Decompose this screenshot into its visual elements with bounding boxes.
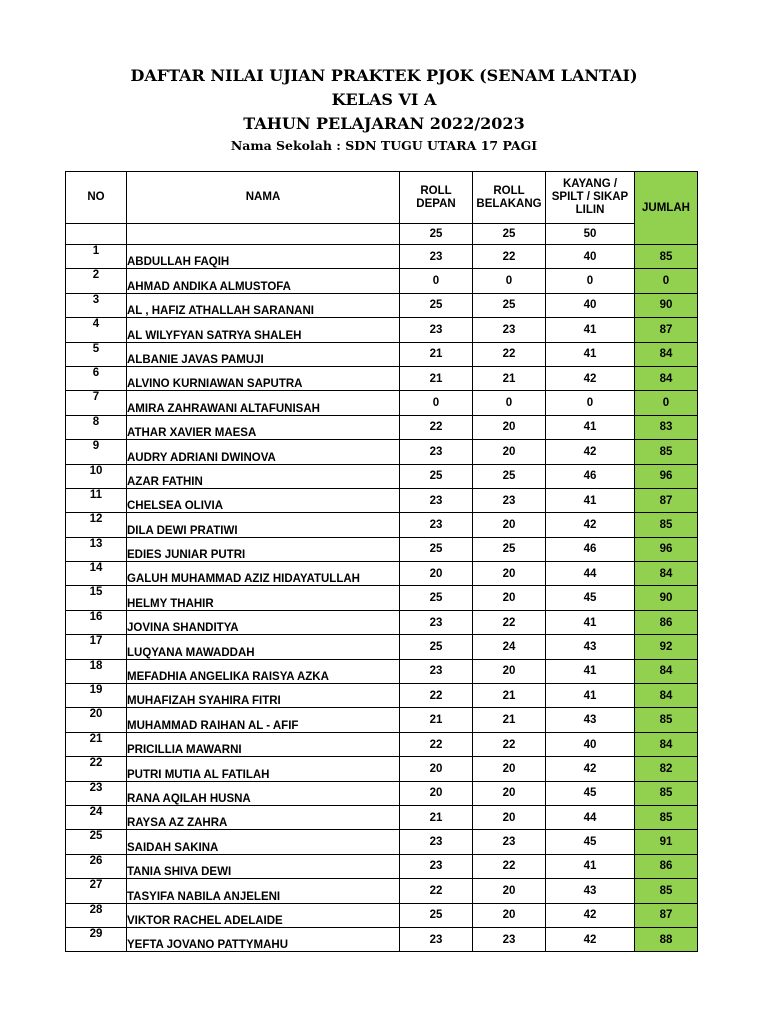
- title-line-1: DAFTAR NILAI UJIAN PRAKTEK PJOK (SENAM LANTAI): [130, 66, 638, 85]
- row-no: 4: [66, 318, 127, 342]
- score-jumlah: 85: [635, 513, 698, 537]
- score-kayang: 42: [546, 903, 635, 927]
- row-no: 24: [66, 805, 127, 829]
- score-roll-depan: 25: [400, 293, 473, 317]
- max-score-roll-belakang: 25: [473, 224, 546, 245]
- score-roll-belakang: 20: [473, 415, 546, 439]
- score-roll-belakang: 0: [473, 391, 546, 415]
- table-row: [66, 318, 698, 342]
- score-jumlah: 85: [635, 245, 698, 269]
- score-kayang: 43: [546, 635, 635, 659]
- student-name: RANA AQILAH HUSNA: [127, 781, 400, 805]
- score-jumlah: 91: [635, 830, 698, 854]
- score-kayang: 41: [546, 342, 635, 366]
- max-score-roll-depan: 25: [400, 224, 473, 245]
- score-jumlah: 84: [635, 366, 698, 390]
- student-name: AUDRY ADRIANI DWINOVA: [127, 440, 400, 464]
- score-jumlah: 92: [635, 635, 698, 659]
- score-roll-belakang: 25: [473, 293, 546, 317]
- table-row: [66, 488, 698, 512]
- score-roll-depan: 25: [400, 903, 473, 927]
- score-roll-depan: 20: [400, 757, 473, 781]
- score-jumlah: 85: [635, 708, 698, 732]
- student-name: ALVINO KURNIAWAN SAPUTRA: [127, 366, 400, 390]
- row-no: 26: [66, 854, 127, 878]
- header-jumlah: JUMLAH: [635, 172, 698, 245]
- table-row: [66, 879, 698, 903]
- table-row: [66, 781, 698, 805]
- row-no: 19: [66, 684, 127, 708]
- score-roll-belakang: 23: [473, 318, 546, 342]
- table-row: [66, 610, 698, 634]
- score-jumlah: 86: [635, 610, 698, 634]
- score-roll-belakang: 20: [473, 757, 546, 781]
- grade-table: [65, 171, 698, 952]
- document-header: [0, 64, 768, 156]
- table-row: [66, 269, 698, 293]
- score-roll-depan: 23: [400, 927, 473, 951]
- score-roll-belakang: 20: [473, 562, 546, 586]
- student-name: SAIDAH SAKINA: [127, 830, 400, 854]
- score-roll-depan: 20: [400, 781, 473, 805]
- score-roll-belakang: 20: [473, 805, 546, 829]
- row-no: 28: [66, 903, 127, 927]
- header-no-spacer: [66, 224, 127, 245]
- score-jumlah: 84: [635, 684, 698, 708]
- table-row: [66, 684, 698, 708]
- score-jumlah: 87: [635, 318, 698, 342]
- score-kayang: 45: [546, 781, 635, 805]
- student-name: MEFADHIA ANGELIKA RAISYA AZKA: [127, 659, 400, 683]
- score-roll-belakang: 22: [473, 342, 546, 366]
- score-roll-depan: 21: [400, 342, 473, 366]
- score-roll-depan: 21: [400, 366, 473, 390]
- score-kayang: 40: [546, 293, 635, 317]
- score-roll-belakang: 0: [473, 269, 546, 293]
- table-row: [66, 562, 698, 586]
- row-no: 8: [66, 415, 127, 439]
- score-jumlah: 86: [635, 854, 698, 878]
- score-roll-depan: 23: [400, 245, 473, 269]
- school-name: Nama Sekolah : SDN TUGU UTARA 17 PAGI: [230, 138, 538, 153]
- row-no: 18: [66, 659, 127, 683]
- row-no: 22: [66, 757, 127, 781]
- score-roll-depan: 23: [400, 513, 473, 537]
- table-row: [66, 440, 698, 464]
- score-kayang: 41: [546, 318, 635, 342]
- score-roll-belakang: 21: [473, 708, 546, 732]
- row-no: 11: [66, 488, 127, 512]
- student-name: PUTRI MUTIA AL FATILAH: [127, 757, 400, 781]
- student-name: AZAR FATHIN: [127, 464, 400, 488]
- student-name: JOVINA SHANDITYA: [127, 610, 400, 634]
- table-row: [66, 708, 698, 732]
- score-kayang: 42: [546, 513, 635, 537]
- score-roll-depan: 0: [400, 269, 473, 293]
- student-name: LUQYANA MAWADDAH: [127, 635, 400, 659]
- table-row: [66, 366, 698, 390]
- student-name: MUHAFIZAH SYAHIRA FITRI: [127, 684, 400, 708]
- score-jumlah: 84: [635, 732, 698, 756]
- score-kayang: 41: [546, 488, 635, 512]
- score-roll-depan: 0: [400, 391, 473, 415]
- score-kayang: 45: [546, 830, 635, 854]
- header-no: NO: [66, 172, 127, 224]
- row-no: 2: [66, 269, 127, 293]
- header-kayang: KAYANG / SPILT / SIKAP LILIN: [546, 172, 635, 224]
- header-nama-spacer: [127, 224, 400, 245]
- table-row: [66, 464, 698, 488]
- score-jumlah: 96: [635, 537, 698, 561]
- score-roll-depan: 21: [400, 708, 473, 732]
- score-jumlah: 85: [635, 879, 698, 903]
- row-no: 6: [66, 366, 127, 390]
- score-kayang: 40: [546, 245, 635, 269]
- row-no: 1: [66, 245, 127, 269]
- score-kayang: 42: [546, 440, 635, 464]
- score-kayang: 42: [546, 366, 635, 390]
- score-roll-depan: 25: [400, 635, 473, 659]
- student-name: ATHAR XAVIER MAESA: [127, 415, 400, 439]
- student-name: PRICILLIA MAWARNI: [127, 732, 400, 756]
- table-row: [66, 757, 698, 781]
- score-roll-depan: 25: [400, 537, 473, 561]
- header-roll-belakang: ROLL BELAKANG: [473, 172, 546, 224]
- student-name: YEFTA JOVANO PATTYMAHU: [127, 927, 400, 951]
- score-roll-depan: 23: [400, 440, 473, 464]
- score-kayang: 40: [546, 732, 635, 756]
- score-jumlah: 84: [635, 562, 698, 586]
- row-no: 3: [66, 293, 127, 317]
- student-name: VIKTOR RACHEL ADELAIDE: [127, 903, 400, 927]
- score-jumlah: 83: [635, 415, 698, 439]
- table-row: [66, 854, 698, 878]
- student-name: MUHAMMAD RAIHAN AL - AFIF: [127, 708, 400, 732]
- score-kayang: 41: [546, 659, 635, 683]
- row-no: 16: [66, 610, 127, 634]
- score-jumlah: 85: [635, 440, 698, 464]
- row-no: 27: [66, 879, 127, 903]
- score-jumlah: 84: [635, 659, 698, 683]
- score-roll-depan: 20: [400, 562, 473, 586]
- score-roll-depan: 23: [400, 830, 473, 854]
- score-kayang: 44: [546, 562, 635, 586]
- score-roll-belakang: 20: [473, 659, 546, 683]
- score-kayang: 41: [546, 684, 635, 708]
- score-kayang: 41: [546, 415, 635, 439]
- student-name: HELMY THAHIR: [127, 586, 400, 610]
- score-kayang: 41: [546, 854, 635, 878]
- score-roll-depan: 22: [400, 684, 473, 708]
- score-roll-depan: 22: [400, 879, 473, 903]
- title-line-3: TAHUN PELAJARAN 2022/2023: [243, 114, 525, 133]
- row-no: 9: [66, 440, 127, 464]
- student-name: ABDULLAH FAQIH: [127, 245, 400, 269]
- score-kayang: 44: [546, 805, 635, 829]
- score-roll-belakang: 23: [473, 488, 546, 512]
- row-no: 21: [66, 732, 127, 756]
- score-jumlah: 84: [635, 342, 698, 366]
- score-kayang: 46: [546, 537, 635, 561]
- student-name: DILA DEWI PRATIWI: [127, 513, 400, 537]
- row-no: 7: [66, 391, 127, 415]
- row-no: 12: [66, 513, 127, 537]
- score-roll-belakang: 20: [473, 513, 546, 537]
- score-kayang: 0: [546, 269, 635, 293]
- table-row: [66, 927, 698, 951]
- score-roll-depan: 22: [400, 415, 473, 439]
- row-no: 17: [66, 635, 127, 659]
- score-kayang: 43: [546, 708, 635, 732]
- score-roll-depan: 22: [400, 732, 473, 756]
- student-name: CHELSEA OLIVIA: [127, 488, 400, 512]
- row-no: 5: [66, 342, 127, 366]
- table-row: [66, 659, 698, 683]
- student-name: AL , HAFIZ ATHALLAH SARANANI: [127, 293, 400, 317]
- score-roll-depan: 23: [400, 610, 473, 634]
- score-jumlah: 96: [635, 464, 698, 488]
- table-row: [66, 903, 698, 927]
- score-jumlah: 90: [635, 586, 698, 610]
- score-roll-belakang: 21: [473, 366, 546, 390]
- student-name: TANIA SHIVA DEWI: [127, 854, 400, 878]
- table-row: [66, 342, 698, 366]
- score-jumlah: 0: [635, 391, 698, 415]
- score-roll-belakang: 22: [473, 732, 546, 756]
- score-jumlah: 87: [635, 903, 698, 927]
- row-no: 15: [66, 586, 127, 610]
- score-kayang: 0: [546, 391, 635, 415]
- table-row: [66, 732, 698, 756]
- table-row: [66, 805, 698, 829]
- header-nama: NAMA: [127, 172, 400, 224]
- score-roll-belakang: 22: [473, 610, 546, 634]
- score-roll-belakang: 23: [473, 927, 546, 951]
- score-roll-depan: 23: [400, 659, 473, 683]
- score-kayang: 45: [546, 586, 635, 610]
- score-roll-belakang: 23: [473, 830, 546, 854]
- row-no: 23: [66, 781, 127, 805]
- student-name: AL WILYFYAN SATRYA SHALEH: [127, 318, 400, 342]
- score-jumlah: 87: [635, 488, 698, 512]
- score-roll-belakang: 25: [473, 464, 546, 488]
- score-jumlah: 0: [635, 269, 698, 293]
- student-name: AHMAD ANDIKA ALMUSTOFA: [127, 269, 400, 293]
- score-roll-belakang: 20: [473, 781, 546, 805]
- score-roll-depan: 21: [400, 805, 473, 829]
- score-roll-depan: 25: [400, 586, 473, 610]
- table-row: [66, 415, 698, 439]
- student-name: AMIRA ZAHRAWANI ALTAFUNISAH: [127, 391, 400, 415]
- row-no: 14: [66, 562, 127, 586]
- header-roll-depan: ROLL DEPAN: [400, 172, 473, 224]
- score-jumlah: 85: [635, 781, 698, 805]
- max-score-kayang: 50: [546, 224, 635, 245]
- row-no: 10: [66, 464, 127, 488]
- table-row: [66, 245, 698, 269]
- score-roll-belakang: 20: [473, 440, 546, 464]
- score-roll-belakang: 20: [473, 586, 546, 610]
- score-kayang: 43: [546, 879, 635, 903]
- student-name: EDIES JUNIAR PUTRI: [127, 537, 400, 561]
- score-jumlah: 90: [635, 293, 698, 317]
- score-roll-belakang: 21: [473, 684, 546, 708]
- score-roll-belakang: 25: [473, 537, 546, 561]
- score-roll-belakang: 24: [473, 635, 546, 659]
- table-row: [66, 513, 698, 537]
- table-row: [66, 391, 698, 415]
- table-row: [66, 586, 698, 610]
- table-row: [66, 830, 698, 854]
- score-roll-belakang: 22: [473, 854, 546, 878]
- score-jumlah: 88: [635, 927, 698, 951]
- student-name: RAYSA AZ ZAHRA: [127, 805, 400, 829]
- score-roll-depan: 23: [400, 854, 473, 878]
- score-roll-belakang: 20: [473, 903, 546, 927]
- table-row: [66, 537, 698, 561]
- table-row: [66, 293, 698, 317]
- grade-table-body: [66, 245, 698, 952]
- score-roll-depan: 23: [400, 488, 473, 512]
- score-roll-belakang: 20: [473, 879, 546, 903]
- title-line-2: KELAS VI A: [331, 90, 437, 109]
- score-roll-depan: 23: [400, 318, 473, 342]
- score-kayang: 42: [546, 757, 635, 781]
- table-row: [66, 635, 698, 659]
- score-kayang: 41: [546, 610, 635, 634]
- score-jumlah: 85: [635, 805, 698, 829]
- student-name: TASYIFA NABILA ANJELENI: [127, 879, 400, 903]
- score-jumlah: 82: [635, 757, 698, 781]
- score-kayang: 42: [546, 927, 635, 951]
- score-roll-depan: 25: [400, 464, 473, 488]
- row-no: 29: [66, 927, 127, 951]
- score-roll-belakang: 22: [473, 245, 546, 269]
- student-name: ALBANIE JAVAS PAMUJI: [127, 342, 400, 366]
- row-no: 20: [66, 708, 127, 732]
- row-no: 25: [66, 830, 127, 854]
- row-no: 13: [66, 537, 127, 561]
- student-name: GALUH MUHAMMAD AZIZ HIDAYATULLAH: [127, 562, 400, 586]
- score-kayang: 46: [546, 464, 635, 488]
